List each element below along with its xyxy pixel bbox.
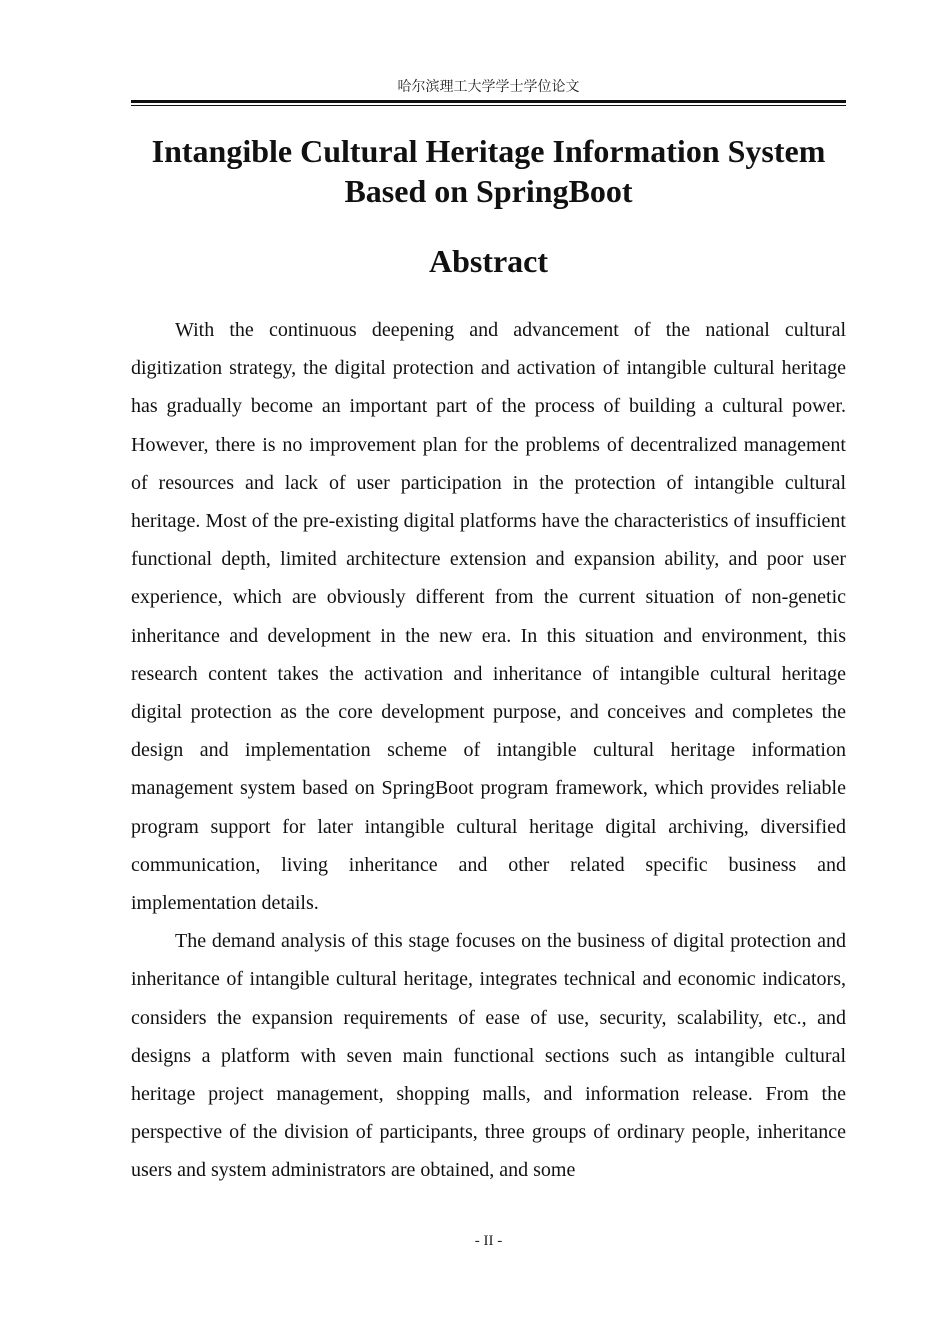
header-double-rule [131,100,846,106]
running-header: 哈尔滨理工大学学士学位论文 [397,79,580,95]
abstract-paragraph: With the continuous deepening and advancement of the national cultural digitization strategy, the digital protection and activation of intangible cultural heritage has gradually become an important part of the process of building a cultural power. However, there is no improvement plan for the problems of decentralized management of resources and lack of user participation in the protection of intangible cultural heritage. Most of the pre-existing digital platforms have the characteristics of insufficient functional depth, limited architecture extension and expansion ability, and poor user experience, which are obviously different from the current situation of non-genetic inheritance and development in the new era. In this situation and environment, this research content takes the activation and inheritance of intangible cultural heritage digital protection as the core development purpose, and conceives and completes the design and implementation scheme of intangible cultural heritage information management system based on SpringBoot program framework, which provides reliable program support for later intangible cultural heritage digital archiving, diversified communication, living inheritance and other related specific business and implementation details. [131,319,846,915]
thesis-title: Intangible Cultural Heritage Information System Based on SpringBoot [151,133,826,209]
abstract-body [131,311,846,1190]
page-number: - II - [474,1233,503,1249]
abstract-paragraph: The demand analysis of this stage focuses on the business of digital protection and inheritance of intangible cultural heritage, integrates technical and economic indicators, considers the expansion requirements of ease of use, security, scalability, etc., and designs a platform with seven main functional sections such as intangible cultural heritage project management, shopping malls, and information release. From the perspective of the division of participants, three groups of ordinary people, inheritance users and system administrators are obtained, and some [131,930,846,1182]
abstract-heading: Abstract [428,243,549,279]
